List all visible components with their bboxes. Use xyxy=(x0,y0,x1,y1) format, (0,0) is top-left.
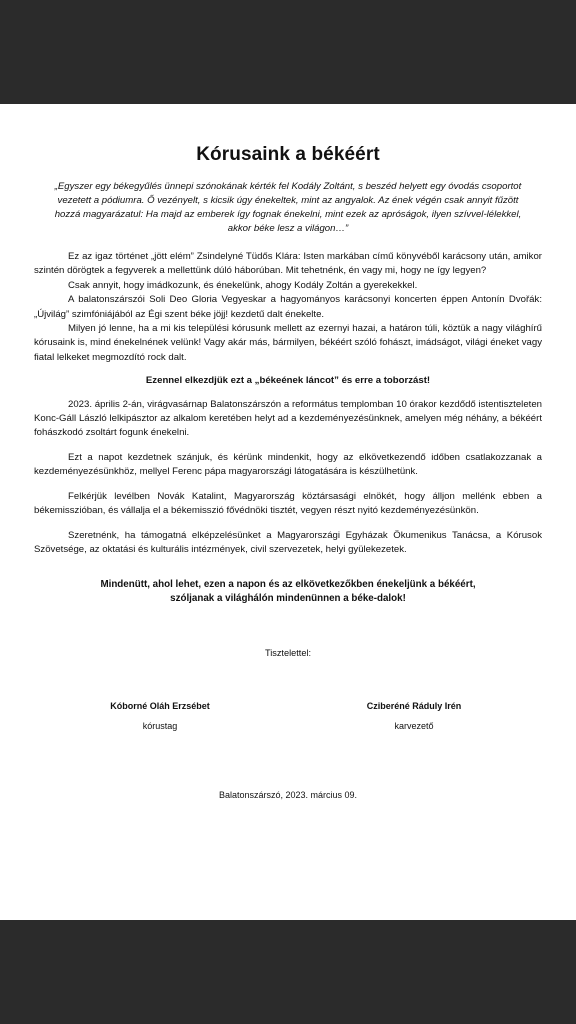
top-dark-bar xyxy=(0,0,576,104)
paragraph: Csak annyit, hogy imádkozunk, és énekelünk, ahogy Kodály Zoltán a gyerekekkel. xyxy=(68,279,418,291)
paragraph: 2023. április 2-án, virágvasárnap Balatonszárszón a református templomban 10 órakor kezdődő istentiszteleten Konc-Gáll László lelkipásztor az alkalom keretében helyt ad a kezdeményezésünknek, amelyen még néhány, a békéért fohászkodó zsoltárt fogunk énekelni. xyxy=(34,398,542,439)
bottom-dark-bar xyxy=(0,920,576,1024)
body-text xyxy=(34,250,542,557)
signer-role: karvezető xyxy=(394,721,434,731)
document-page xyxy=(0,104,576,920)
announcement: Ezennel elkezdjük ezt a „békeének láncot” és erre a toborzást! xyxy=(145,375,431,387)
closing-line-1: Mindenütt, ahol lehet, ezen a napon és az elkövetkezőkben énekeljünk a békéért, xyxy=(100,579,476,590)
closing-call xyxy=(34,578,542,607)
signature-block-2 xyxy=(334,701,494,731)
document-title: Kórusaink a békéért xyxy=(196,144,380,165)
paragraph: Ezt a napot kezdetnek szánjuk, és kérünk mindenkit, hogy az elkövetkezendő időben csatlakozzanak a kezdeményezésünkhöz, mellyel Ferenc pápa magyarországi látogatására is készülhetünk. xyxy=(34,451,542,478)
paragraph: Ez az igaz történet „jött elém” Zsindelyné Tüdős Klára: Isten markában című könyvéből karácsony után, amikor szintén dörögtek a fegyverek a mellettünk dúló háborúban. Mit tehetnénk, én vagy mi, hogy ne így legyen? xyxy=(34,251,542,277)
signer-name: Kóborné Oláh Erzsébet xyxy=(110,701,210,711)
paragraph: Milyen jó lenne, ha a mi kis települési kórusunk mellett az ezernyi hazai, a határon túli, köztük a nagy világhírű kórusaink is, mind énekelnének velünk! Vagy akár más, bármilyen, békéért szóló fohászt, imádságot, világi éneket vagy fiatal lelkeket megmozdító rock dalt. xyxy=(34,323,542,363)
closing-line-2: szóljanak a világhálón mindenünnen a béke-dalok! xyxy=(170,593,406,605)
signer-name: Cziberéné Ráduly Irén xyxy=(366,701,462,711)
place-date: Balatonszárszó, 2023. március 09. xyxy=(218,790,358,800)
paragraph: Felkérjük levélben Novák Katalint, Magyarország köztársasági elnökét, hogy álljon mellénk ebben a békemisszióban, és vállalja el a békemisszió fővédnöki tisztét, vegyen részt nyitó kezdeményezésünkön. xyxy=(34,490,542,517)
kodaly-quote: „Egyszer egy békegyűlés ünnepi szónokának kérték fel Kodály Zoltánt, s beszéd helyett egy óvodás csoportot vezetett a pódiumra. Ő vezényelt, s kicsik úgy énekeltek, mint az angyalok. Az ének végén csak annyit fűzött hozzá magyarázatul: Ha majd az emberek így fognak énekelni, mint ezek az apróságok, ilyen szívvel-lélekkel, akkor béke lesz a világon…” xyxy=(54,181,522,234)
signature-block-1 xyxy=(80,701,240,731)
greeting: Tisztelettel: xyxy=(264,648,312,658)
paragraph: Szeretnénk, ha támogatná elképzelésünket a Magyarországi Egyházak Ökumenikus Tanácsa, a Kórusok Szövetsége, az oktatási és kulturális intézmények, civil szervezetek, helyi gyülekezetek. xyxy=(34,529,542,555)
paragraph: A balatonszárszói Soli Deo Gloria Vegyeskar a hagyományos karácsonyi koncerten éppen Antonín Dvořák: „Újvilág” szimfóniájából az Égi szent béke jöjj! kezdetű dalt énekelte. xyxy=(34,294,542,320)
signer-role: kórustag xyxy=(142,721,178,731)
